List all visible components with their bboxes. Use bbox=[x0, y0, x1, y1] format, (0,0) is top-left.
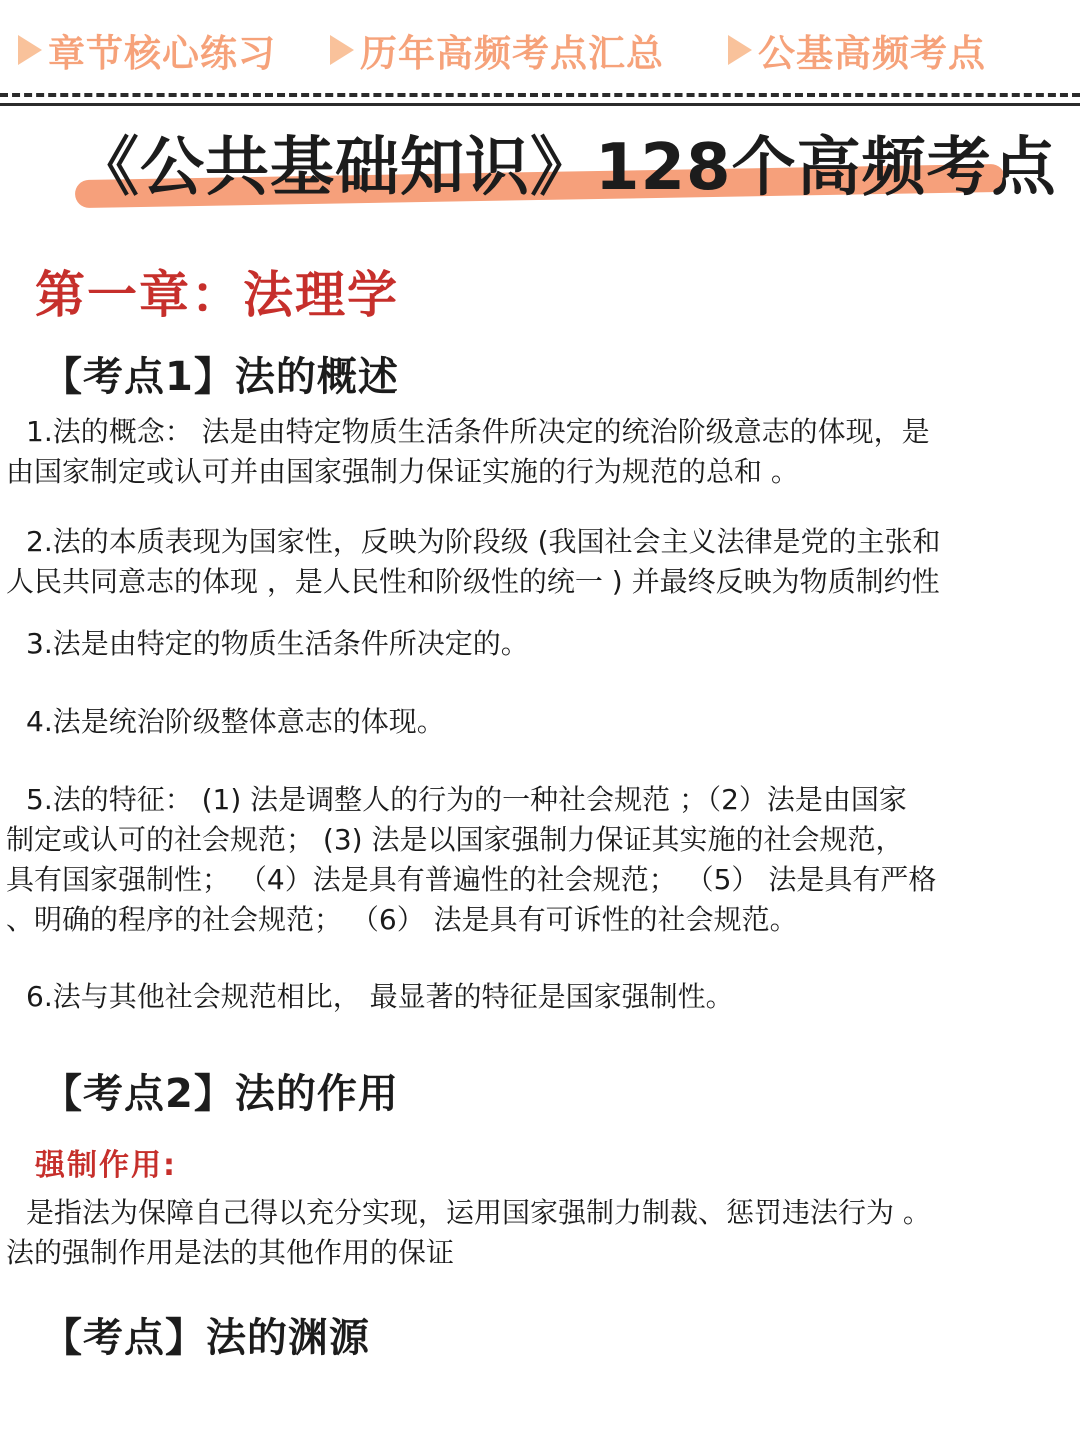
paragraph-line: 人民共同意志的体现 ，是人民性和阶级性的统一 ) 并最终反映为物质制约性 bbox=[6, 565, 940, 598]
paragraph-line: 3.法是由特定的物质生活条件所决定的。 bbox=[26, 627, 529, 660]
paragraph-line: 6.法与其他社会规范相比， 最显著的特征是国家强制性。 bbox=[26, 980, 734, 1013]
dashed-divider bbox=[0, 93, 1080, 97]
section-heading: 【考点】法的渊源 bbox=[42, 1315, 370, 1361]
paragraph-line: 1.法的概念： 法是由特定物质生活条件所决定的统治阶级意志的体现，是 bbox=[26, 415, 930, 448]
paragraph bbox=[6, 522, 1076, 602]
top-nav bbox=[0, 18, 1080, 82]
nav-item-label: 公基高频考点 bbox=[758, 32, 986, 75]
paragraph-line: 、明确的程序的社会规范； （6） 法是具有可诉性的社会规范。 bbox=[6, 903, 798, 936]
play-triangle-icon bbox=[18, 35, 42, 65]
subheading: 强制作用: bbox=[35, 1148, 177, 1183]
chapter-heading: 第一章：法理学 bbox=[35, 266, 399, 324]
nav-item-past-exam-summary[interactable] bbox=[330, 18, 664, 82]
paragraph-line: 由国家制定或认可并由国家强制力保证实施的行为规范的总和 。 bbox=[6, 455, 799, 488]
paragraph-line: 2.法的本质表现为国家性，反映为阶段级 (我国社会主义法律是党的主张和 bbox=[26, 525, 941, 558]
paragraph bbox=[6, 1193, 1076, 1273]
paragraph-line: 制定或认可的社会规范； (3) 法是以国家强制力保证其实施的社会规范， bbox=[6, 823, 904, 856]
play-triangle-icon bbox=[728, 35, 752, 65]
paragraph-line: 具有国家强制性； （4）法是具有普遍性的社会规范； （5） 法是具有严格 bbox=[6, 863, 937, 896]
paragraph bbox=[6, 977, 1076, 1017]
paragraph-line: 4.法是统治阶级整体意志的体现。 bbox=[26, 705, 445, 738]
nav-item-gongji-topics[interactable] bbox=[728, 18, 986, 82]
page-title bbox=[75, 128, 1057, 208]
paragraph bbox=[6, 624, 1076, 664]
play-triangle-icon bbox=[330, 35, 354, 65]
paragraph bbox=[6, 780, 1076, 940]
nav-item-chapter-practice[interactable] bbox=[18, 18, 276, 82]
section-heading: 【考点2】法的作用 bbox=[42, 1071, 399, 1117]
page-title-text: 《公共基础知识》128个高频考点 bbox=[75, 131, 1057, 205]
nav-item-label: 章节核心练习 bbox=[48, 32, 276, 75]
paragraph bbox=[6, 702, 1076, 742]
paragraph bbox=[6, 412, 1076, 492]
nav-item-label: 历年高频考点汇总 bbox=[360, 32, 664, 75]
paragraph-line: 法的强制作用是法的其他作用的保证 bbox=[6, 1236, 455, 1269]
paragraph-line: 5.法的特征： (1) 法是调整人的行为的一种社会规范 ；（2）法是由国家 bbox=[26, 783, 907, 816]
paragraph-line: 是指法为保障自己得以充分实现，运用国家强制力制裁、惩罚违法行为 。 bbox=[26, 1196, 931, 1229]
section-heading: 【考点1】法的概述 bbox=[42, 354, 399, 400]
solid-divider bbox=[0, 103, 1080, 106]
